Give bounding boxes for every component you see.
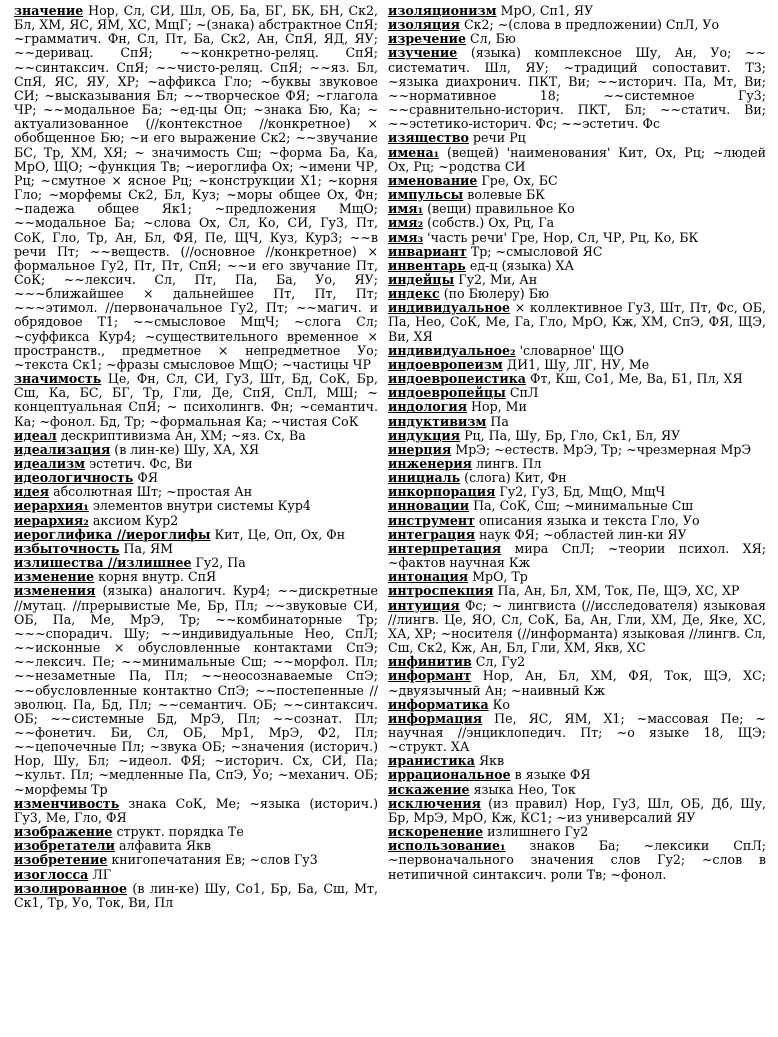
entry-body: алфавита Якв [119,838,211,854]
entry-body: ДИ1, Шу, ЛГ, НУ, Ме [506,356,650,372]
entry-body: мира СпЛ; ~теории психол. ХЯ; ~фактов научная Кж [388,540,766,571]
dictionary-entry [388,499,766,513]
entry-body: элементов внутри системы Кур4 [92,498,311,514]
dictionary-entry [388,471,766,485]
dictionary-entry [388,457,766,471]
dictionary-entry [388,528,766,542]
entry-headword: иррациональное [388,767,511,783]
entry-body: Гре, Ох, БС [481,172,558,188]
entry-headword: индекс [388,286,440,302]
dictionary-entry [14,485,378,499]
entry-body: Сл, Бю [470,31,516,47]
dictionary-entry [388,18,766,32]
entry-headword: изолированное [14,880,127,896]
dictionary-entry [388,46,766,131]
entry-body: (языка) аналогич. Кур4; ~~дискретные //мутац. //прерывистые Ме, Бр, Пл; ~~звуковые СИ, ОБ, Па, Ме, МрЭ, Тр; ~~комбинаторные Тр; ~~~спорадич. Шу; ~~индивидуальные Нео, СпЛ; ~~исконные × обусловленные контактами СпЭ; ~~лексич. Пе; ~~минимальные Сш; ~~морфол. Пл; ~~незаметные Па, Пл; ~~неосознаваемые СпЭ; ~~обусловленные контактно СпЭ; ~~постепенные //эволюц. Па, Бд, Пл; ~~семантич. ОБ; ~~синтаксич. ОБ; ~~системные Бд, МрЭ, Пл; ~~сознат. Пл; ~~фонетич. Би, Сл, ОБ, Мр1, МрЭ, Ф2, Пл; ~~цепочечные Пл; ~звука ОБ; ~значения (историч.) Нор, Шу, Бл; ~идеол. ФЯ; ~историч. Сх, СИ, Па; ~культ. Пл; ~медленные Па, СпЭ, Уо; ~механич. ОБ; ~морфемы Тр [14,583,378,797]
entry-headword: именование [388,172,478,188]
entry-body: 'словарное' ЩО [519,342,624,358]
entry-headword: идеализация [14,441,111,457]
dictionary-entry [388,712,766,754]
entry-headword: идеализм [14,456,86,471]
dictionary-entry [388,216,766,230]
entry-headword: идеал [14,427,57,443]
dictionary-entry [14,372,378,429]
entry-headword: инвариант [388,243,467,259]
entry-body: (вещи) правильное Ко [427,201,575,217]
dictionary-entry [14,499,378,513]
entry-body: МрЭ; ~естеств. МрЭ, Тр; ~чрезмерная МрЭ [455,441,752,457]
entry-body: ЛГ [92,866,112,882]
entry-body: Па, СоК, Сш; ~минимальные Сш [473,498,694,514]
entry-body: Гу2, Ми, Ан [458,271,538,287]
entry-headword: изобретение [14,852,108,868]
dictionary-entry [388,4,766,18]
entry-headword: интроспекция [388,583,494,599]
dictionary-entry [388,259,766,273]
dictionary-entry [388,188,766,202]
entry-body: Якв [478,753,505,769]
entry-headword: инфинитив [388,654,472,670]
entry-body: ФЯ [137,470,158,486]
entry-headword: изящество [388,130,469,146]
dictionary-entry [388,301,766,343]
entry-headword: изобретатели [14,838,115,854]
entry-body: Па [490,413,509,429]
entry-body: волевые БК [467,187,545,203]
entry-body: излишнего Гу2 [487,824,589,840]
entry-headword: идеологичность [14,470,134,486]
entry-headword: излишества //излишнее [14,555,192,571]
entry-body: языка Нео, Ток [473,781,576,797]
entry-headword: индивидуальное₂ [388,342,516,358]
dictionary-entry [388,231,766,245]
entry-headword: иерархия₂ [14,512,89,528]
entry-body: СпЛ [509,385,539,401]
entry-headword: изменчивость [14,795,120,811]
dictionary-entry [388,344,766,358]
dictionary-entry [14,570,378,584]
dictionary-entry [14,839,378,853]
dictionary-entry [388,669,766,697]
right-column [388,4,766,1034]
entry-headword: изменения [14,583,96,599]
entry-body: эстетич. Фс, Ви [89,456,193,471]
entry-headword: использование₁ [388,838,506,854]
entry-body: описания языка и текста Гло, Уо [478,512,700,528]
entry-headword: инициаль [388,470,461,486]
dictionary-entry [388,599,766,656]
entry-headword: индукция [388,427,461,443]
entry-body: Нор, Ми [471,399,527,415]
dictionary-entry [14,514,378,528]
entry-body: лингв. Пл [475,456,542,471]
entry-headword: изображение [14,824,113,840]
entry-headword: инвентарь [388,257,466,273]
entry-headword: интонация [388,569,469,585]
entry-body: Сл, Гу2 [475,654,526,670]
entry-body: Кит, Це, Оп, Ох, Фн [214,526,346,542]
dictionary-entry [14,4,378,372]
entry-headword: индология [388,399,467,415]
entry-headword: искажение [388,781,470,797]
entry-headword: информация [388,710,483,726]
entry-body: дескриптивизма Ан, ХМ; ~яз. Сх, Ва [60,427,306,443]
entry-body: Па, Ан, Бл, ХМ, Ток, Пе, ЩЭ, ХС, ХР [497,583,740,599]
dictionary-entry [388,415,766,429]
entry-headword: имя₃ [388,229,424,245]
dictionary-entry [388,287,766,301]
dictionary-entry [388,797,766,825]
dictionary-entry [388,443,766,457]
entry-body: Тр; ~смысловой ЯС [470,243,603,259]
dictionary-entry [14,797,378,825]
entry-body: (по Бюлеру) Бю [443,286,549,302]
entry-body: Гу2, Па [195,555,246,571]
dictionary-entry [388,698,766,712]
left-column [14,4,378,1034]
entry-body: (в лин-ке) Шу, ХА, ХЯ [114,441,260,457]
entry-body: × коллективное Гу3, Шт, Пт, Фс, ОБ, Па, Нео, СоК, Ме, Га, Гло, МрО, Кж, ХМ, СпЭ, ФЯ, ЩЭ, Ви, ХЯ [388,300,766,344]
entry-body: книгопечатания Ев; ~слов Гу3 [111,852,318,868]
dictionary-entry [388,768,766,782]
entry-headword: искоренение [388,824,484,840]
dictionary-entry [388,146,766,174]
dictionary-entry [388,32,766,46]
entry-body: знаков Ба; ~лексики СпЛ; ~первоначального значения слов Гу2; ~слов в нетипичной синтаксич. роли Тв; ~фонол. [388,838,766,882]
dictionary-entry [14,457,378,471]
entry-body: наук ФЯ; ~областей лин-ки ЯУ [479,526,687,542]
entry-headword: изоляционизм [388,4,497,18]
entry-body: Фт, Кш, Со1, Ме, Ва, Б1, Пл, ХЯ [529,371,743,387]
entry-body: речи Рц [472,130,526,146]
entry-headword: изречение [388,31,466,47]
entry-headword: иранистика [388,753,475,769]
dictionary-entry [388,429,766,443]
dictionary-entry [14,471,378,485]
entry-body: Ск2; ~(слова в предложении) СпЛ, Уо [463,17,720,33]
entry-body: структ. порядка Те [116,824,244,840]
dictionary-entry [14,443,378,457]
entry-body: Фс; ~ лингвиста (//исследователя) языковая //лингв. Це, ЯО, Сл, СоК, Ба, Ан, Гли, ХМ, Де, Яке, ХС, ХА, ХР; ~носителя (//информанта) языковая //лингв. Сл, Сш, Ск2, Кж, Ан, Бл, Гли, ХМ, Якв, ХС [388,597,766,656]
dictionary-entry [388,825,766,839]
entry-headword: инновации [388,498,470,514]
entry-body: в языке ФЯ [514,767,591,783]
entry-body: (вещей) 'наименования' Кит, Ох, Рц; ~людей Ох, Рц; ~родства СИ [388,144,766,174]
entry-headword: изучение [388,45,458,61]
dictionary-entry [388,372,766,386]
entry-headword: инженерия [388,456,472,471]
dictionary-entry [388,783,766,797]
entry-body: (языка) комплексное Шу, Ан, Уо; ~~ систематич. Шл, ЯУ; ~традиций сопоставит. Т3; ~языка диахронич. ПКТ, Ви; ~~историч. Па, Мт, Ви; ~~нормативное 18; ~~системное Гу3; ~~сравнительно-историч. ПКТ, Бл; ~~статич. Ви; ~~эстетико-историч. Фс; ~~эстетич. Фс [388,45,766,132]
dictionary-entry [388,245,766,259]
entry-body: (из правил) Нор, Гу3, Шл, ОБ, Дб, Шу, Бр, МрЭ, МрО, Кж, КС1; ~из универсалий ЯУ [388,795,766,825]
dictionary-entry [388,570,766,584]
entry-headword: исключения [388,795,481,811]
dictionary-entry [14,868,378,882]
dictionary-entry [388,386,766,400]
entry-headword: избыточность [14,540,120,556]
entry-headword: индоевропеизм [388,356,503,372]
entry-headword: инерция [388,441,452,457]
dictionary-entry [14,584,378,796]
entry-headword: имя₁ [388,201,424,217]
entry-headword: инкорпорация [388,484,496,500]
dictionary-entry [14,853,378,867]
dictionary-entry [14,556,378,570]
entry-body: МрО, Сп1, ЯУ [500,4,594,18]
entry-body: 'часть речи' Гре, Нор, Сл, ЧР, Рц, Ко, БК [427,229,699,245]
entry-body: Рц, Па, Шу, Бр, Гло, Ск1, Бл, ЯУ [464,427,681,443]
entry-body: абсолютная Шт; ~простая Ан [53,484,253,500]
entry-headword: изменение [14,569,95,585]
entry-body: аксиом Кур2 [92,512,179,528]
entry-headword: значение [14,4,84,18]
entry-headword: иероглифика //иероглифы [14,526,211,542]
dictionary-entry [388,485,766,499]
dictionary-entry [14,429,378,443]
entry-headword: идея [14,484,50,500]
entry-headword: иерархия₁ [14,498,89,514]
entry-headword: индуктивизм [388,413,487,429]
entry-headword: индоевропеистика [388,371,526,387]
dictionary-entry [14,882,378,910]
dictionary-entry [388,584,766,598]
entry-body: Ко [492,696,510,712]
entry-headword: изоглосса [14,866,89,882]
dictionary-entry [388,400,766,414]
dictionary-entry [388,174,766,188]
entry-headword: интеграция [388,526,476,542]
dictionary-entry [388,655,766,669]
entry-headword: значимость [14,371,102,387]
dictionary-entry [388,839,766,881]
dictionary-entry [388,358,766,372]
entry-body: Нор, Ан, Бл, ХМ, ФЯ, Ток, ЩЭ, ХС; ~двуязычный Ан; ~наивный Кж [388,668,766,698]
dictionary-entry [388,754,766,768]
entry-headword: инструмент [388,512,475,528]
entry-headword: индейцы [388,271,455,287]
entry-headword: индивидуальное [388,300,511,316]
entry-body: корня внутр. СпЯ [98,569,217,585]
dictionary-entry [388,542,766,570]
entry-body: ед-ц (языка) ХА [469,257,574,273]
entry-headword: имена₁ [388,144,440,160]
entry-headword: индоевропейцы [388,385,506,401]
dictionary-entry [14,542,378,556]
entry-headword: импульсы [388,187,464,203]
entry-body: (в лин-ке) Шу, Со1, Бр, Ба, Сш, Мт, Ск1, Тр, Уо, Ток, Ви, Пл [14,880,378,910]
entry-headword: интерпретация [388,540,502,556]
entry-body: Пе, ЯС, ЯМ, Х1; ~массовая Пе; ~ научная //энциклопедич. Пт; ~о языке 18, ЩЭ; ~структ. ХА [388,710,766,755]
entry-body: Гу2, Гу3, Бд, МщО, МщЧ [499,484,666,500]
entry-body: Нор, Сл, СИ, Шл, ОБ, Ба, БГ, БК, БН, Ск2, Бл, ХМ, ЯС, ЯМ, ХС, МщГ; ~(знака) абстрактное СпЯ; ~грамматич. Фн, Сл, Пт, Ба, Ск2, Ан, СпЯ, ЯД, ЯУ; ~~деривац. СпЯ; ~~конкретно-реляц. СпЯ; ~~синтаксич. СпЯ; ~~чисто-реляц. СпЯ; ~~яз. Бл, СпЯ, ЯС, ЯУ, ХР; ~аффикса Гло; ~буквы звуковое СИ; ~высказывания Бл; ~~творческое ФЯ; ~глагола ЧР; ~~модальное Ба; ~ед-цы Оп; ~знака Бю, Ка; ~ актуализованное (//контекстное //конкретное) × обобщенное Бю; ~и его выражение Ск2; ~~звучание БС, Тр, ХМ, ХЯ; ~ значимость Сш; ~форма Ба, Ка, МрО, ЩО; ~функция Тв; ~иероглифа Ох; ~имени ЧР, Рц; ~смутное × ясное Рц; ~конструкции Х1; ~корня Гло; ~морфемы Ск2, Бл, Куз; ~моры общее Ох, Фн; ~падежа общее Як1; ~предложения МщО; ~~модальное Ба; ~слова Ох, Сл, Ко, СИ, Гу3, Пт, СоК, Гло, Тр, Ан, Бл, ФЯ, Пе, ЩЧ, Куз, Кур3; ~~в речи Пт; ~~веществ. (//основное //конкретное) × формальное Гу2, Пт, Пт, СпЯ; ~~и его звучание Пт, СоК; ~~лексич. Сл, Пт, Па, Ба, Уо, ЯУ; ~~~ближайшее × дальнейшее Пт, Пт, Пт; ~~~этимол. //первоначальное Гу2, Пт; ~~магич. и обрядовое Т1; ~~смысловое МщЧ; ~слога Сл; ~суффикса Кур4; ~существительного временное × пространств., предметное × непредметное Уо; ~текста Ск1; ~фразы смысловое МщО; ~частицы ЧР [14,4,378,372]
dictionary-entry [14,528,378,542]
entry-headword: имя₂ [388,215,424,231]
entry-body: Па, ЯМ [123,540,174,556]
entry-headword: изоляция [388,17,460,33]
dictionary-entry [388,131,766,145]
entry-body: МрО, Тр [472,569,528,585]
entry-body: знака СоК, Ме; ~языка (историч.) Гу3, Ме, Гло, ФЯ [14,795,378,825]
entry-body: Це, Фн, Сл, СИ, Гу3, Шт, Бд, СоК, Бр, Сш, Ка, БС, БГ, Тр, Гли, Де, СпЯ, СпЛ, МШ; ~ концептуальная СпЯ; ~ психолингв. Фн; ~семантич. Ка; ~фонол. Бд, Тр; ~формальная Ка; ~чистая СоК [14,371,378,429]
dictionary-entry [388,514,766,528]
dictionary-entry [14,825,378,839]
entry-body: (собств.) Ох, Рц, Га [427,215,555,231]
entry-headword: информант [388,668,472,684]
dictionary-entry [388,273,766,287]
entry-headword: информатика [388,696,489,712]
entry-body: (слога) Кит, Фн [464,470,567,486]
dictionary-entry [388,202,766,216]
entry-headword: интуиция [388,597,460,613]
